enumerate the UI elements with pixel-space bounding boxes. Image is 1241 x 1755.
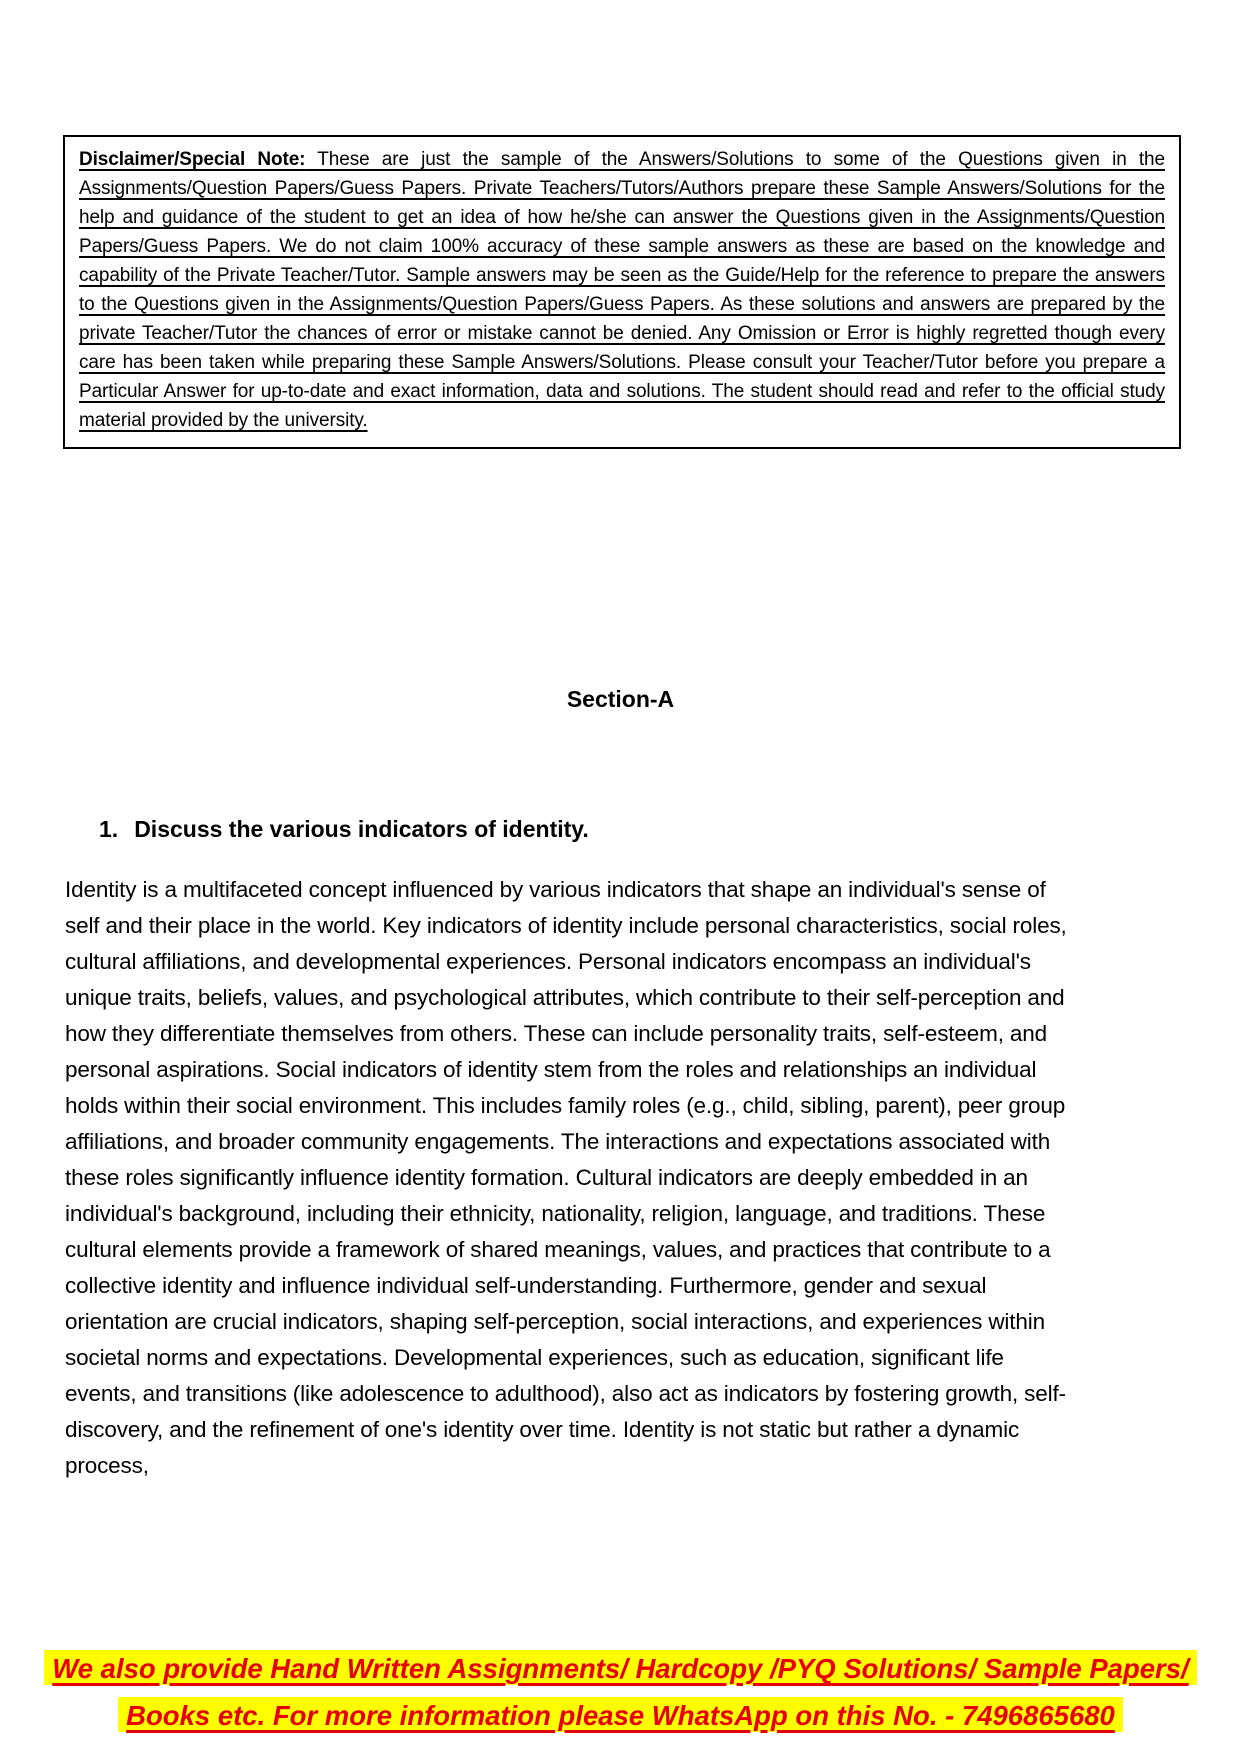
answer-paragraph: Identity is a multifaceted concept influenced by various indicators that shape an individual's sense of self and their place in the world. Key indicators of identity include personal characteristics, social roles, cultural affiliations, and developmental experiences. Personal indicators encompass an individual's unique traits, beliefs, values, and psychological attributes, which contribute to their self-perception and how they differentiate themselves from others. These can include personality traits, self-esteem, and personal aspirations. Social indicators of identity stem from the roles and relationships an individual holds within their social environment. This includes family roles (e.g., child, sibling, parent), peer group affiliations, and broader community engagements. The interactions and expectations associated with these roles significantly influence identity formation. Cultural indicators are deeply embedded in an individual's background, including their ethnicity, nationality, religion, language, and traditions. These cultural elements provide a framework of shared meanings, values, and practices that contribute to a collective identity and influence individual self-understanding. Furthermore, gender and sexual orientation are crucial indicators, shaping self-perception, social interactions, and experiences within societal norms and expectations. Developmental experiences, such as education, significant life events, and transitions (like adolescence to adulthood), also act as indicators by fostering growth, self-discovery, and the refinement of one's identity over time. Identity is not static but rather a dynamic process, xyxy=(65,877,1067,1478)
question-item xyxy=(99,816,589,843)
footer-banner xyxy=(0,1645,1241,1739)
footer-line-1-text: We also provide Hand Written Assignments/ Hardcopy /PYQ Solutions/ Sample Papers/ xyxy=(44,1650,1196,1685)
disclaimer-text: These are just the sample of the Answers/Solutions to some of the Questions given in the Assignments/Question Papers/Guess Papers. Private Teachers/Tutors/Authors prepare these Sample Answers/Solutions for the help and guidance of the student to get an idea of how he/she can answer the Questions given in the Assignments/Question Papers/Guess Papers. We do not claim 100% accuracy of these sample answers as these are based on the knowledge and capability of the Private Teacher/Tutor. Sample answers may be seen as the Guide/Help for the reference to prepare the answers to the Questions given in the Assignments/Question Papers/Guess Papers. As these solutions and answers are prepared by the private Teacher/Tutor the chances of error or mistake cannot be denied. Any Omission or Error is highly regretted though every care has been taken while preparing these Sample Answers/Solutions. Please consult your Teacher/Tutor before you prepare a Particular Answer for up-to-date and exact information, data and solutions. The student should read and refer to the official study material provided by the university. xyxy=(79,149,1165,431)
disclaimer-label: Disclaimer/Special Note: xyxy=(79,149,306,170)
footer-line-2-text: Books etc. For more information please WhatsApp on this No. - 7496865680 xyxy=(118,1697,1123,1732)
footer-line-2 xyxy=(0,1692,1241,1739)
question-text: Discuss the various indicators of identity. xyxy=(134,816,589,842)
section-title: Section-A xyxy=(566,686,675,712)
footer-line-1 xyxy=(0,1645,1241,1692)
question-number: 1. xyxy=(99,816,119,842)
disclaimer-box xyxy=(63,135,1181,449)
disclaimer-paragraph xyxy=(79,145,1165,435)
